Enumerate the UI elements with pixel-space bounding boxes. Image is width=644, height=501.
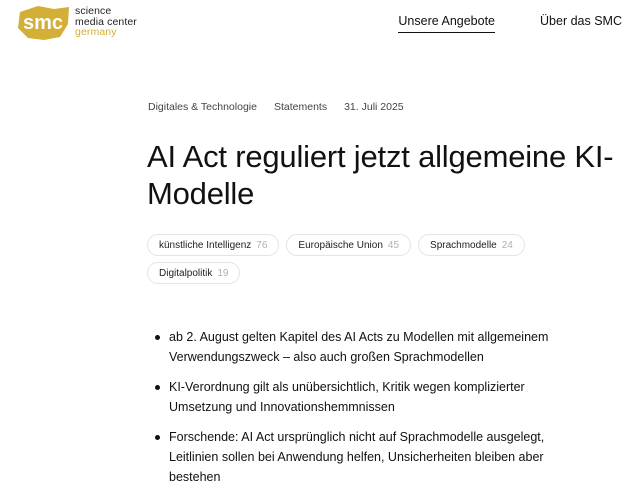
tag-count: 45 bbox=[387, 239, 400, 251]
page-title: AI Act reguliert jetzt allgemeine KI-Modelle bbox=[147, 139, 614, 211]
summary-item: KI-Verordnung gilt als unübersichtlich, Kritik wegen komplizierter Umsetzung und Innovationshemmnissen bbox=[154, 377, 584, 417]
tag-count: 76 bbox=[256, 239, 268, 251]
tag-count: 24 bbox=[501, 239, 513, 251]
nav-ueber-das-smc[interactable]: Über das SMC bbox=[540, 14, 622, 28]
summary-list bbox=[154, 327, 584, 497]
logo-text bbox=[75, 6, 137, 38]
tag-label: Sprachmodelle bbox=[430, 239, 497, 251]
tag-europaeische-union[interactable] bbox=[286, 234, 411, 256]
tag-digitalpolitik[interactable] bbox=[147, 262, 240, 284]
meta-category[interactable]: Digitales & Technologie bbox=[148, 101, 257, 113]
logo-line-media-center: media center bbox=[75, 15, 137, 28]
tag-list bbox=[147, 234, 547, 284]
main-nav bbox=[398, 14, 622, 33]
tag-kuenstliche-intelligenz[interactable] bbox=[147, 234, 279, 256]
summary-item: Forschende: AI Act ursprünglich nicht auf Sprachmodelle ausgelegt, Leitlinien sollen bei Anwendung helfen, Unsicherheiten bleiben aber bestehen bbox=[154, 427, 584, 487]
tag-label: künstliche Intelligenz bbox=[159, 239, 252, 251]
logo-wordmark: smc bbox=[22, 12, 64, 34]
nav-unsere-angebote[interactable]: Unsere Angebote bbox=[398, 14, 495, 33]
meta-type[interactable]: Statements bbox=[273, 101, 328, 113]
logo-line-germany: germany bbox=[75, 26, 117, 38]
meta-date: 31. Juli 2025 bbox=[344, 101, 404, 113]
tag-label: Digitalpolitik bbox=[159, 267, 213, 279]
summary-item: ab 2. August gelten Kapitel des AI Acts zu Modellen mit allgemeinem Verwendungszweck – also auch großen Sprachmodellen bbox=[154, 327, 584, 367]
logo-line-science: science bbox=[75, 5, 112, 17]
smc-logo[interactable] bbox=[14, 4, 137, 42]
tag-label: Europäische Union bbox=[298, 239, 383, 251]
tag-count: 19 bbox=[217, 267, 229, 279]
article-meta bbox=[148, 101, 404, 113]
tag-sprachmodelle[interactable] bbox=[418, 234, 525, 256]
smc-logo-mark bbox=[14, 4, 72, 42]
